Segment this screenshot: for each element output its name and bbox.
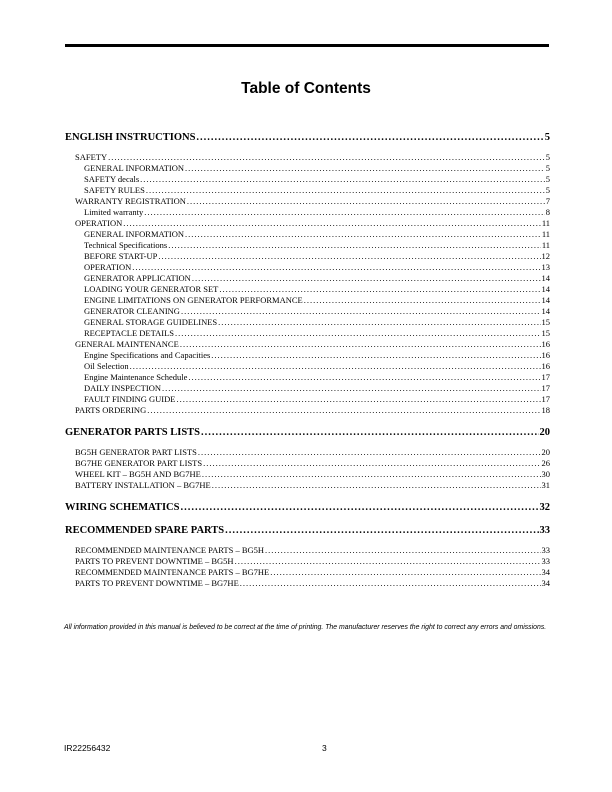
toc-dot-leader (188, 372, 540, 383)
toc-entry[interactable] (65, 361, 550, 372)
toc-entry-label: GENERAL INFORMATION (84, 229, 185, 239)
toc-dot-leader (196, 131, 543, 144)
toc-entry[interactable] (65, 556, 550, 567)
toc-entry-label: DAILY INSPECTION (84, 383, 161, 393)
toc-dot-leader (130, 361, 541, 372)
toc-entry-label: SAFETY RULES (84, 185, 145, 195)
toc-entry-page: 14 (541, 273, 550, 283)
toc-dot-leader (185, 163, 545, 174)
toc-entry-page: 17 (541, 383, 550, 393)
toc-entry[interactable] (65, 458, 550, 469)
toc-entry-label: Technical Specifications (84, 240, 168, 250)
toc-entry-page: 33 (539, 525, 550, 536)
toc-dot-leader (144, 207, 545, 218)
toc-entry-page: 26 (541, 458, 550, 468)
toc-entry[interactable] (65, 350, 550, 361)
toc-entry-page: 16 (541, 361, 550, 371)
toc-dot-leader (168, 240, 541, 251)
toc-entry-label: WARRANTY REGISTRATION (75, 196, 186, 206)
toc-entry-page: 14 (541, 284, 550, 294)
toc-entry[interactable] (65, 578, 550, 589)
toc-entry[interactable] (65, 174, 550, 185)
toc-entry-label: RECOMMENDED MAINTENANCE PARTS – BG5H (75, 545, 265, 555)
toc-entry-label: Engine Specifications and Capacities (84, 350, 211, 360)
toc-entry-page: 34 (541, 578, 550, 588)
page-title: Table of Contents (241, 80, 371, 97)
toc-entry-label: LOADING YOUR GENERATOR SET (84, 284, 219, 294)
toc-dot-leader (218, 317, 540, 328)
toc-entry-page: 30 (541, 469, 550, 479)
toc-entry-page: 5 (545, 185, 550, 195)
toc-entry-label: GENERAL MAINTENANCE (75, 339, 179, 349)
toc-dot-leader (265, 545, 540, 556)
toc-dot-leader (158, 251, 540, 262)
toc-entry[interactable] (65, 317, 550, 328)
toc-entry-page: 17 (541, 394, 550, 404)
header-rule (65, 44, 549, 47)
toc-entry-page: 16 (541, 339, 550, 349)
toc-entry-page: 13 (541, 262, 550, 272)
toc-entry-page: 20 (539, 427, 550, 438)
toc-entry-label: GENERAL INFORMATION (84, 163, 185, 173)
toc-entry-page: 8 (545, 207, 550, 217)
toc-dot-leader (198, 447, 541, 458)
toc-entry[interactable] (65, 185, 550, 196)
toc-entry[interactable] (65, 240, 550, 251)
toc-entry-label: WHEEL KIT – BG5H AND BG7HE (75, 469, 201, 479)
toc-dot-leader (175, 328, 540, 339)
toc-entry-page: 16 (541, 350, 550, 360)
toc-dot-leader (270, 567, 540, 578)
toc-entry-label: FAULT FINDING GUIDE (84, 394, 176, 404)
toc-entry[interactable] (65, 394, 550, 405)
toc-entry[interactable] (65, 251, 550, 262)
toc-entry-label: WIRING SCHEMATICS (65, 502, 180, 513)
toc-entry[interactable] (65, 163, 550, 174)
toc-entry-page: 33 (541, 545, 550, 555)
toc-entry[interactable] (65, 295, 550, 306)
toc-entry-page: 5 (544, 132, 550, 143)
toc-entry-label: PARTS ORDERING (75, 405, 147, 415)
toc-dot-leader (219, 284, 540, 295)
toc-dot-leader (201, 426, 538, 439)
disclaimer-text: All information provided in this manual is believed to be correct at the time of printing. The manufacturer reserves the right to correct any errors and omissions. (64, 624, 547, 631)
toc-entry-label: RECEPTACLE DETAILS (84, 328, 175, 338)
toc-entry[interactable] (65, 480, 550, 491)
toc-entry[interactable] (65, 306, 550, 317)
toc-entry[interactable] (65, 383, 550, 394)
toc-entry-label: OPERATION (75, 218, 123, 228)
toc-dot-leader (140, 174, 545, 185)
toc-entry[interactable] (65, 545, 550, 556)
toc-entry-label: BG7HE GENERATOR PART LISTS (75, 458, 203, 468)
toc-dot-leader (203, 458, 540, 469)
toc-dot-leader (123, 218, 541, 229)
toc-entry-page: 20 (541, 447, 550, 457)
toc-entry-label: OPERATION (84, 262, 132, 272)
toc-entry-label: PARTS TO PREVENT DOWNTIME – BG5H (75, 556, 234, 566)
toc-entry[interactable] (65, 196, 550, 207)
toc-entry-page: 32 (539, 502, 550, 513)
toc-dot-leader (180, 501, 538, 514)
toc-entry[interactable] (65, 229, 550, 240)
toc-dot-leader (187, 196, 545, 207)
toc-entry[interactable] (65, 284, 550, 295)
toc-dot-leader (132, 262, 540, 273)
toc-entry-page: 11 (541, 229, 550, 239)
toc-entry-label: RECOMMENDED MAINTENANCE PARTS – BG7HE (75, 567, 270, 577)
toc-entry-label: Limited warranty (84, 207, 144, 217)
toc-entry-label: SAFETY (75, 152, 108, 162)
toc-entry[interactable] (65, 372, 550, 383)
toc-dot-leader (304, 295, 541, 306)
toc-entry-label: ENGINE LIMITATIONS ON GENERATOR PERFORMANCE (84, 295, 303, 305)
toc-entry[interactable] (65, 339, 550, 350)
toc-entry-page: 34 (541, 567, 550, 577)
toc-entry[interactable] (65, 273, 550, 284)
toc-entry[interactable] (65, 501, 550, 514)
toc-dot-leader (202, 469, 541, 480)
toc-entry-label: BATTERY INSTALLATION – BG7HE (75, 480, 211, 490)
toc-entry-page: 12 (541, 251, 550, 261)
toc-dot-leader (185, 229, 541, 240)
toc-entry-page: 17 (541, 372, 550, 382)
toc-entry[interactable] (65, 152, 550, 163)
toc-entry[interactable] (65, 447, 550, 458)
toc-entry[interactable] (65, 328, 550, 339)
toc-dot-leader (240, 578, 541, 589)
toc-entry-page: 15 (541, 328, 550, 338)
table-of-contents (65, 131, 550, 589)
toc-entry-label: GENERATOR CLEANING (84, 306, 180, 316)
toc-entry-page: 14 (541, 306, 550, 316)
toc-dot-leader (147, 405, 540, 416)
toc-dot-leader (146, 185, 545, 196)
toc-entry-page: 5 (545, 163, 550, 173)
toc-entry-label: GENERATOR APPLICATION (84, 273, 191, 283)
toc-entry[interactable] (65, 469, 550, 480)
toc-entry-label: ENGLISH INSTRUCTIONS (65, 132, 196, 143)
toc-entry-page: 15 (541, 317, 550, 327)
toc-dot-leader (181, 306, 541, 317)
toc-entry-label: Oil Selection (84, 361, 129, 371)
toc-entry-label: RECOMMENDED SPARE PARTS (65, 525, 225, 536)
toc-entry-page: 14 (541, 295, 550, 305)
toc-dot-leader (212, 480, 541, 491)
toc-entry[interactable] (65, 207, 550, 218)
toc-entry[interactable] (65, 567, 550, 578)
toc-entry-page: 18 (541, 405, 550, 415)
toc-entry[interactable] (65, 524, 550, 537)
toc-dot-leader (211, 350, 540, 361)
toc-entry[interactable] (65, 218, 550, 229)
toc-entry-page: 7 (545, 196, 550, 206)
toc-entry-label: BEFORE START-UP (84, 251, 158, 261)
toc-entry[interactable] (65, 405, 550, 416)
toc-dot-leader (108, 152, 545, 163)
toc-entry-page: 5 (545, 174, 550, 184)
toc-dot-leader (162, 383, 541, 394)
toc-entry-label: PARTS TO PREVENT DOWNTIME – BG7HE (75, 578, 239, 588)
toc-entry[interactable] (65, 262, 550, 273)
toc-dot-leader (192, 273, 541, 284)
toc-dot-leader (225, 524, 538, 537)
toc-entry-page: 11 (541, 218, 550, 228)
toc-dot-leader (235, 556, 541, 567)
toc-entry-label: Engine Maintenance Schedule (84, 372, 188, 382)
toc-entry[interactable] (65, 131, 550, 144)
page-number: 3 (322, 743, 327, 753)
toc-entry-page: 33 (541, 556, 550, 566)
toc-entry-label: SAFETY decals (84, 174, 140, 184)
toc-entry-page: 31 (541, 480, 550, 490)
toc-entry-label: BG5H GENERATOR PART LISTS (75, 447, 197, 457)
toc-entry-page: 11 (541, 240, 550, 250)
toc-entry-label: GENERATOR PARTS LISTS (65, 427, 201, 438)
toc-entry[interactable] (65, 426, 550, 439)
toc-entry-page: 5 (545, 152, 550, 162)
toc-dot-leader (176, 394, 540, 405)
toc-dot-leader (180, 339, 541, 350)
document-number: IR22256432 (64, 743, 111, 753)
toc-entry-label: GENERAL STORAGE GUIDELINES (84, 317, 218, 327)
